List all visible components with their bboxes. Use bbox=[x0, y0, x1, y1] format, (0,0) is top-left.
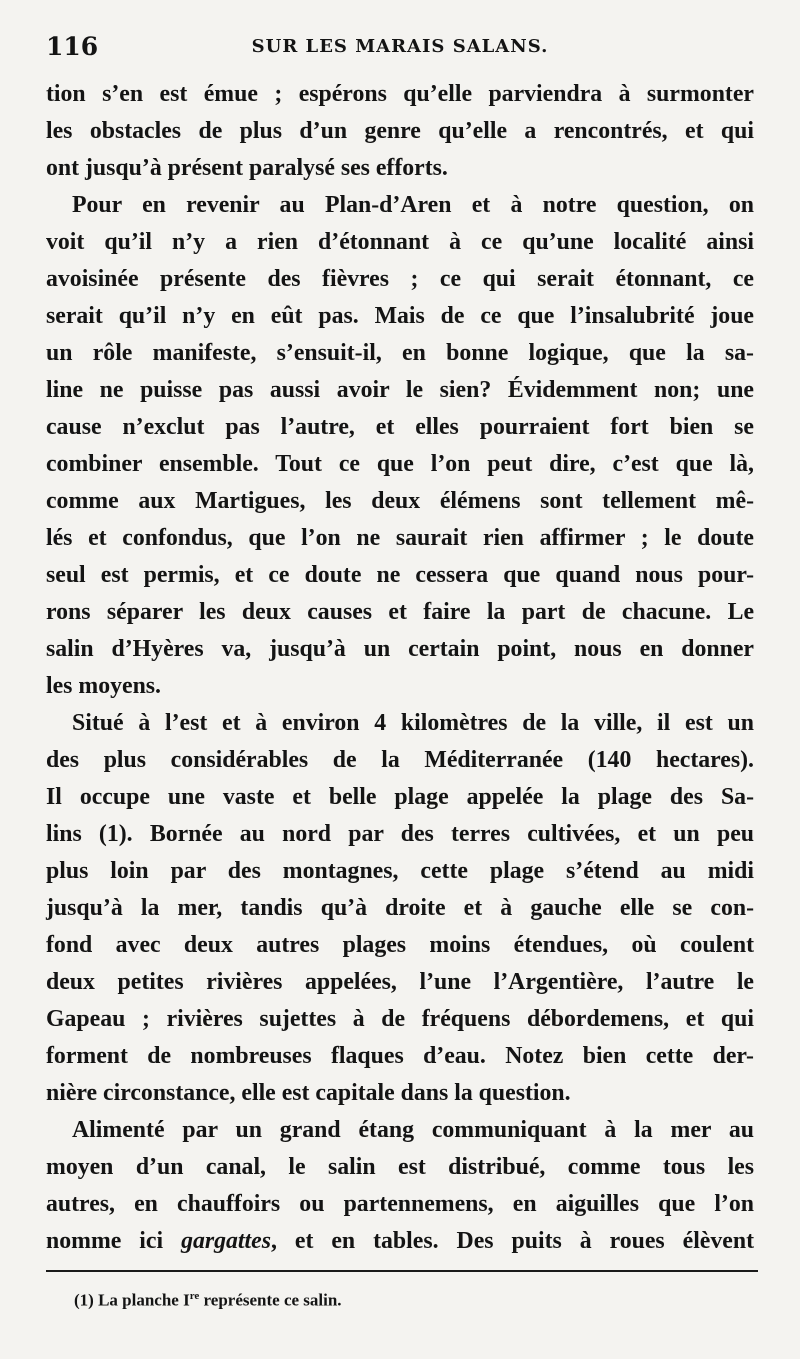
text-line: plus loin par des montagnes, cette plage s’étend au midi bbox=[46, 858, 754, 884]
text-line: cause n’exclut pas l’autre, et elles pourraient fort bien se bbox=[46, 414, 754, 440]
footnote-marker: (1) bbox=[74, 1290, 94, 1310]
text-line: comme aux Martigues, les deux élémens sont tellement mê- bbox=[46, 488, 754, 514]
text-line: seul est permis, et ce doute ne cessera que quand nous pour- bbox=[46, 562, 754, 588]
text-line: Pour en revenir au Plan-d’Aren et à notre question, on bbox=[72, 192, 754, 218]
text-line: un rôle manifeste, s’ensuit-il, en bonne logique, que la sa- bbox=[46, 340, 754, 366]
text-line: les moyens. bbox=[46, 673, 162, 699]
italic-term: gargattes bbox=[181, 1228, 271, 1254]
text-line: tion s’en est émue ; espérons qu’elle parviendra à surmonter bbox=[46, 81, 754, 107]
text-line: combiner ensemble. Tout ce que l’on peut dire, c’est que là, bbox=[46, 451, 754, 477]
footnote-superscript: re bbox=[189, 1290, 200, 1302]
page-number: 116 bbox=[46, 32, 99, 61]
text-line: serait qu’il n’y en eût pas. Mais de ce que l’insalubrité joue bbox=[46, 303, 754, 329]
page-header bbox=[46, 32, 754, 66]
text-line: fond avec deux autres plages moins étendues, où coulent bbox=[46, 932, 754, 958]
text-line: jusqu’à la mer, tandis qu’à droite et à gauche elle se con- bbox=[46, 895, 754, 921]
body-text bbox=[46, 76, 754, 1260]
text-line: les obstacles de plus d’un genre qu’elle a rencontrés, et qui bbox=[46, 118, 754, 144]
text-line: moyen d’un canal, le salin est distribué, comme tous les bbox=[46, 1154, 754, 1180]
text-line: lés et confondus, que l’on ne saurait rien affirmer ; le doute bbox=[46, 525, 754, 551]
text-line: line ne puisse pas aussi avoir le sien? Évidemment non; une bbox=[46, 377, 754, 403]
text-line: lins (1). Bornée au nord par des terres cultivées, et un peu bbox=[46, 821, 754, 847]
text-line: avoisinée présente des fièvres ; ce qui serait étonnant, ce bbox=[46, 266, 754, 292]
text-line: voit qu’il n’y a rien d’étonnant à ce qu’une localité ainsi bbox=[46, 229, 754, 255]
text-line: forment de nombreuses flaques d’eau. Notez bien cette der- bbox=[46, 1043, 754, 1069]
text-line: ont jusqu’à présent paralysé ses efforts. bbox=[46, 155, 448, 181]
text-line: des plus considérables de la Méditerranée (140 hectares). bbox=[46, 747, 754, 773]
footnote bbox=[74, 1290, 342, 1311]
footnote-text-after: représente ce salin. bbox=[199, 1290, 342, 1310]
text-line: nière circonstance, elle est capitale dans la question. bbox=[46, 1080, 571, 1106]
text-line: salin d’Hyères va, jusqu’à un certain point, nous en donner bbox=[46, 636, 754, 662]
text-line: nomme ici gargattes, et en tables. Des puits à roues élèvent bbox=[46, 1228, 754, 1254]
text-line: rons séparer les deux causes et faire la part de chacune. Le bbox=[46, 599, 754, 625]
text-line: autres, en chauffoirs ou partennemens, en aiguilles que l’on bbox=[46, 1191, 754, 1217]
footnote-rule bbox=[46, 1270, 758, 1272]
text-line: Il occupe une vaste et belle plage appelée la plage des Sa- bbox=[46, 784, 754, 810]
text-line: deux petites rivières appelées, l’une l’Argentière, l’autre le bbox=[46, 969, 754, 995]
text-line: Situé à l’est et à environ 4 kilomètres de la ville, il est un bbox=[72, 710, 754, 736]
footnote-text-before: La planche I bbox=[98, 1290, 190, 1310]
text-line: Gapeau ; rivières sujettes à de fréquens débordemens, et qui bbox=[46, 1006, 754, 1032]
text-line: Alimenté par un grand étang communiquant à la mer au bbox=[72, 1117, 754, 1143]
running-head: SUR LES MARAIS SALANS. bbox=[251, 36, 549, 57]
